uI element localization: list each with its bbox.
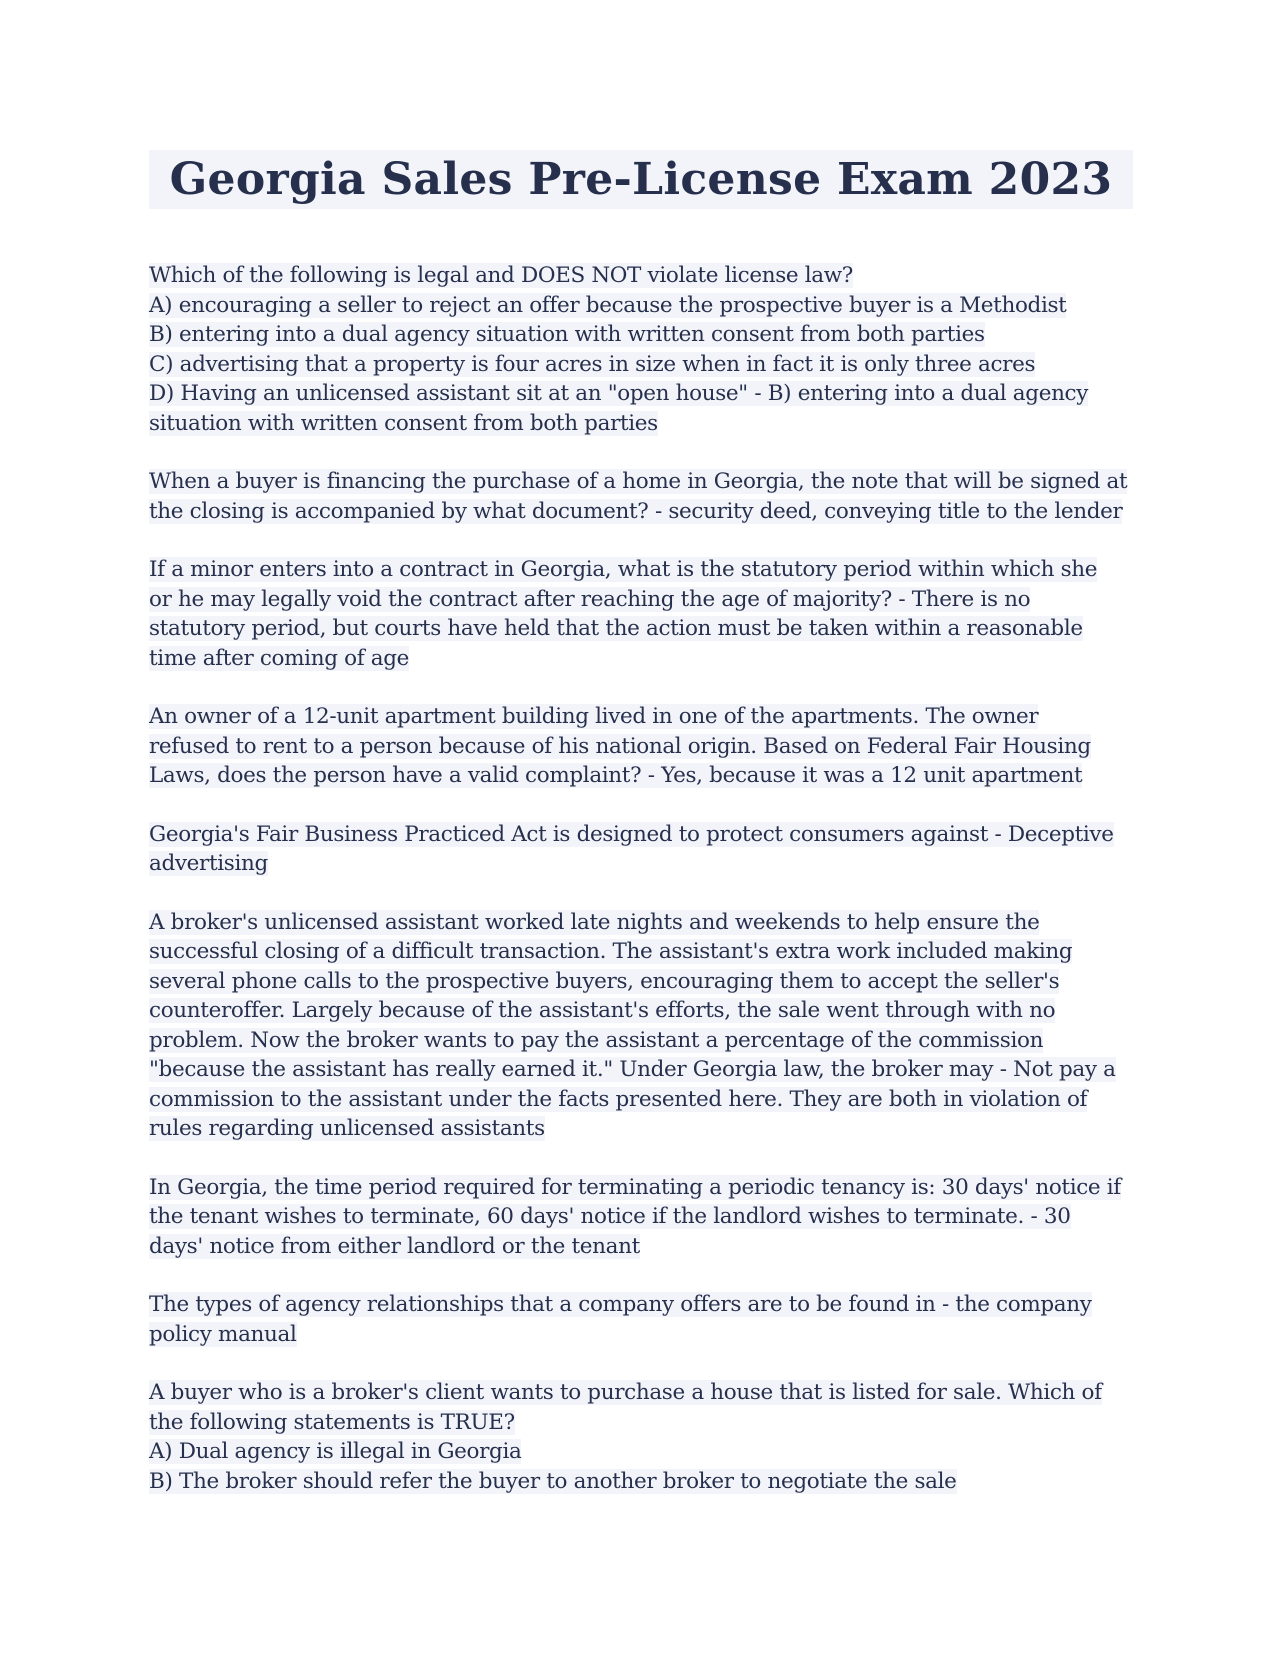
text-line-content: An owner of a 12-unit apartment building lived in one of the apartments. The owner [149, 704, 1039, 729]
text-line [149, 1085, 1133, 1115]
question-block [149, 467, 1133, 526]
text-line-content: commission to the assistant under the facts presented here. They are both in violation of [149, 1086, 1088, 1112]
text-line [149, 967, 1133, 997]
text-line-content: several phone calls to the prospective buyers, encouraging them to accept the seller's [149, 968, 1060, 994]
question-block [149, 702, 1133, 791]
text-line [149, 350, 1133, 380]
question-block [149, 261, 1133, 438]
text-line [149, 1378, 1133, 1408]
text-line [149, 1290, 1133, 1320]
text-line-content: If a minor enters into a contract in Georgia, what is the statutory period within which she [149, 557, 1098, 582]
text-line-content: A buyer who is a broker's client wants to purchase a house that is listed for sale. Which of [149, 1380, 1102, 1405]
question-block [149, 1173, 1133, 1262]
question-block [149, 820, 1133, 879]
text-line [149, 379, 1133, 409]
text-line [149, 261, 1133, 291]
text-line-content: A) Dual agency is illegal in Georgia [149, 1439, 522, 1464]
text-line [149, 585, 1133, 615]
text-line [149, 1320, 1133, 1350]
text-line [149, 702, 1133, 732]
text-line [149, 1437, 1133, 1467]
document-page [149, 150, 1133, 1525]
text-line [149, 937, 1133, 967]
text-line-content: Which of the following is legal and DOES NOT violate license law? [149, 263, 853, 288]
text-line-content: D) Having an unlicensed assistant sit at an "open house" - B) entering into a dual agency [149, 381, 1089, 406]
text-line [149, 555, 1133, 585]
text-line-content: the closing is accompanied by what document? - security deed, conveying title to the lender [149, 498, 1123, 524]
text-line-content: rules regarding unlicensed assistants [149, 1116, 545, 1141]
text-line-content: In Georgia, the time period required for terminating a periodic tenancy is: 30 days' notice if [149, 1174, 1121, 1200]
text-line [149, 291, 1133, 321]
text-line-content: days' notice from either landlord or the tenant [149, 1233, 640, 1259]
text-line [149, 1408, 1133, 1438]
text-line-content: The types of agency relationships that a company offers are to be found in - the company [149, 1292, 1092, 1317]
text-line-content: B) entering into a dual agency situation with written consent from both parties [149, 322, 985, 347]
text-line-content: A broker's unlicensed assistant worked late nights and weekends to help ensure the [149, 909, 1040, 935]
document-title: Georgia Sales Pre-License Exam 2023 [149, 150, 1133, 209]
text-line-content: successful closing of a difficult transaction. The assistant's extra work included making [149, 939, 1073, 964]
text-line [149, 761, 1133, 791]
text-line [149, 1467, 1133, 1497]
text-line-content: C) advertising that a property is four acres in size when in fact it is only three acres [149, 351, 1036, 377]
text-line [149, 996, 1133, 1026]
text-line [149, 732, 1133, 762]
text-line [149, 497, 1133, 527]
question-block [149, 1290, 1133, 1349]
text-line [149, 1055, 1133, 1085]
text-line-content: or he may legally void the contract after reaching the age of majority? - There is no [149, 586, 1031, 612]
question-list [149, 261, 1133, 1496]
text-line-content: B) The broker should refer the buyer to another broker to negotiate the sale [149, 1468, 957, 1494]
text-line-content: problem. Now the broker wants to pay the assistant a percentage of the commission [149, 1027, 1044, 1053]
text-line [149, 849, 1133, 879]
text-line-content: the tenant wishes to terminate, 60 days' notice if the landlord wishes to terminate. - 30 [149, 1204, 1071, 1229]
text-line-content: time after coming of age [149, 645, 410, 671]
text-line [149, 820, 1133, 850]
text-line [149, 644, 1133, 674]
question-block [149, 908, 1133, 1144]
text-line [149, 1026, 1133, 1056]
text-line-content: A) encouraging a seller to reject an offer because the prospective buyer is a Methodist [149, 292, 1067, 318]
text-line [149, 614, 1133, 644]
text-line-content: refused to rent to a person because of his national origin. Based on Federal Fair Housing [149, 733, 1091, 759]
question-block [149, 555, 1133, 673]
text-line-content: Laws, does the person have a valid complaint? - Yes, because it was a 12 unit apartment [149, 763, 1083, 788]
text-line [149, 467, 1133, 497]
text-line-content: the following statements is TRUE? [149, 1409, 515, 1435]
text-line [149, 908, 1133, 938]
text-line [149, 409, 1133, 439]
text-line-content: counteroffer. Largely because of the assistant's efforts, the sale went through with no [149, 998, 1056, 1023]
text-line-content: policy manual [149, 1321, 297, 1347]
text-line [149, 1202, 1133, 1232]
text-line-content: situation with written consent from both parties [149, 410, 658, 436]
text-line-content: "because the assistant has really earned it." Under Georgia law, the broker may - Not pay a [149, 1057, 1116, 1082]
text-line-content: Georgia's Fair Business Practiced Act is designed to protect consumers against - Deceptive [149, 821, 1114, 847]
question-block [149, 1378, 1133, 1496]
text-line [149, 1232, 1133, 1262]
text-line-content: advertising [149, 851, 268, 876]
text-line [149, 1114, 1133, 1144]
text-line [149, 1173, 1133, 1203]
text-line [149, 320, 1133, 350]
text-line-content: statutory period, but courts have held that the action must be taken within a reasonable [149, 616, 1083, 641]
text-line-content: When a buyer is financing the purchase of a home in Georgia, the note that will be signed at [149, 469, 1128, 494]
